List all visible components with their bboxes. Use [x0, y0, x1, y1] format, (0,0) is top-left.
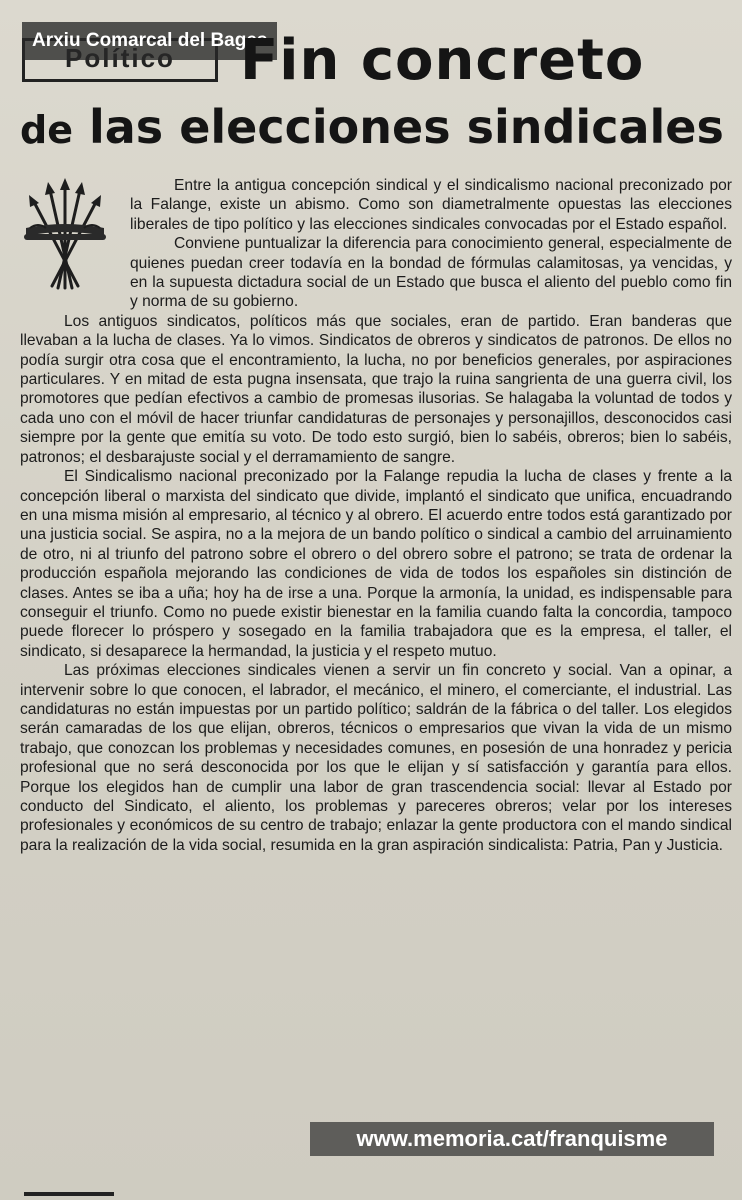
paragraph-2: Conviene puntualizar la diferencia para conocimiento general, especialmente de quienes puedan creer todavía en la bondad de fórmulas calamitosas, ya vencidas, y en la supuesta dictadura social de un Estado que busca el aliento del pueblo como fin y norma de su gobierno.	[130, 235, 732, 311]
archive-watermark: Arxiu Comarcal del Bages	[22, 22, 277, 60]
headline-line-2	[20, 100, 724, 154]
paragraph-1: Entre la antigua concepción sindical y el sindicalismo nacional preconizado por la Falange, existe un abismo. Como son diametralmente opuestas las elecciones liberales de tipo político y las elecciones sindicales convocadas por el Estado español.	[130, 177, 732, 233]
article-body	[20, 176, 732, 855]
paragraph-5: Las próximas elecciones sindicales vienen a servir un fin concreto y social. Van a opinar, a intervenir sobre lo que conocen, el labrador, el mecánico, el minero, el comerciante, el industrial. Las candidaturas no están impuestas por un partido político; saldrán de la fábrica o del taller. Los elegidos serán camaradas de los que elijan, obreros, técnicos o empresarios que vivan la vida de un mismo trabajo, que conozcan los problemas y necesidades comunes, en posesión de una honradez y pericia profesional que no será desconocida por los que le elijan y sí satisfacción y garantía para ellos. Porque los elegidos han de cumplir una labor de gran trascendencia social: llevar al Estado por conducto del Sindicato, el aliento, los problemas y pareceres obreros; velar por los intereses profesionales y económicos de su centro de trabajo; enlazar la gente productora con el mando sindical para la realización de la vida social, resumida en la gran aspiración sindicalista: Patria, Pan y Justicia.	[20, 662, 732, 854]
headline-main: las elecciones sindicales	[89, 100, 724, 154]
headline-line-1: Fin concreto	[240, 28, 645, 93]
website-watermark: www.memoria.cat/franquisme	[310, 1122, 714, 1156]
paragraph-4: El Sindicalismo nacional preconizado por la Falange repudia la lucha de clases y frente a la concepción liberal o marxista del sindicato que divide, implantó el sindicato que unifica, encuadrando en una misma misión al empresario, al técnico y al obrero. El acuerdo entre todos está garantizado por una justicia social. Se aspira, no a la mejora de un bando político o sindical a cambio del arruinamiento de otro, ni al triunfo del patrono sobre el obrero o del obrero sobre el patrono; se trata de ordenar la producción española mejorando las condiciones de vida de todos los españoles sin distinción de clases. Antes se iba a uña; hoy ha de irse a una. Porque la armonía, la unidad, es indispensable para conseguir el triunfo. Como no puede existir bienestar en la familia cuando falta la concordia, tampoco puede florecer lo próspero y sosegado en la familia trabajadora que es la empresa, el taller, el sindicato, si desaparece la hermandad, la justicia y el respeto mutuo.	[20, 468, 732, 660]
bottom-rule	[24, 1192, 114, 1196]
headline-de: de	[20, 108, 73, 152]
paragraph-3: Los antiguos sindicatos, políticos más que sociales, eran de partido. Eran banderas que llevaban a la lucha de clases. Ya lo vimos. Sindicatos de obreros y sindicatos de patronos. De ellos no podía surgir otra cosa que el encontramiento, la lucha, no por beneficios generales, por aspiraciones particulares. Y en mitad de esta pugna insensata, que trajo la ruina sangrienta de una guerra civil, los promotores que pedían efectivos a cambio de promesas ilusorias. Se halagaba la voluntad de todos y cada uno con el móvil de hacer triunfar candidaturas de personajes y personajillos, desconocidos casi siempre por la gente que emitía su voto. De todo esto surgió, bien lo sabéis, obreros; bien lo sabéis, patronos; el desbarajuste social y el derramamiento de sangre.	[20, 312, 732, 466]
